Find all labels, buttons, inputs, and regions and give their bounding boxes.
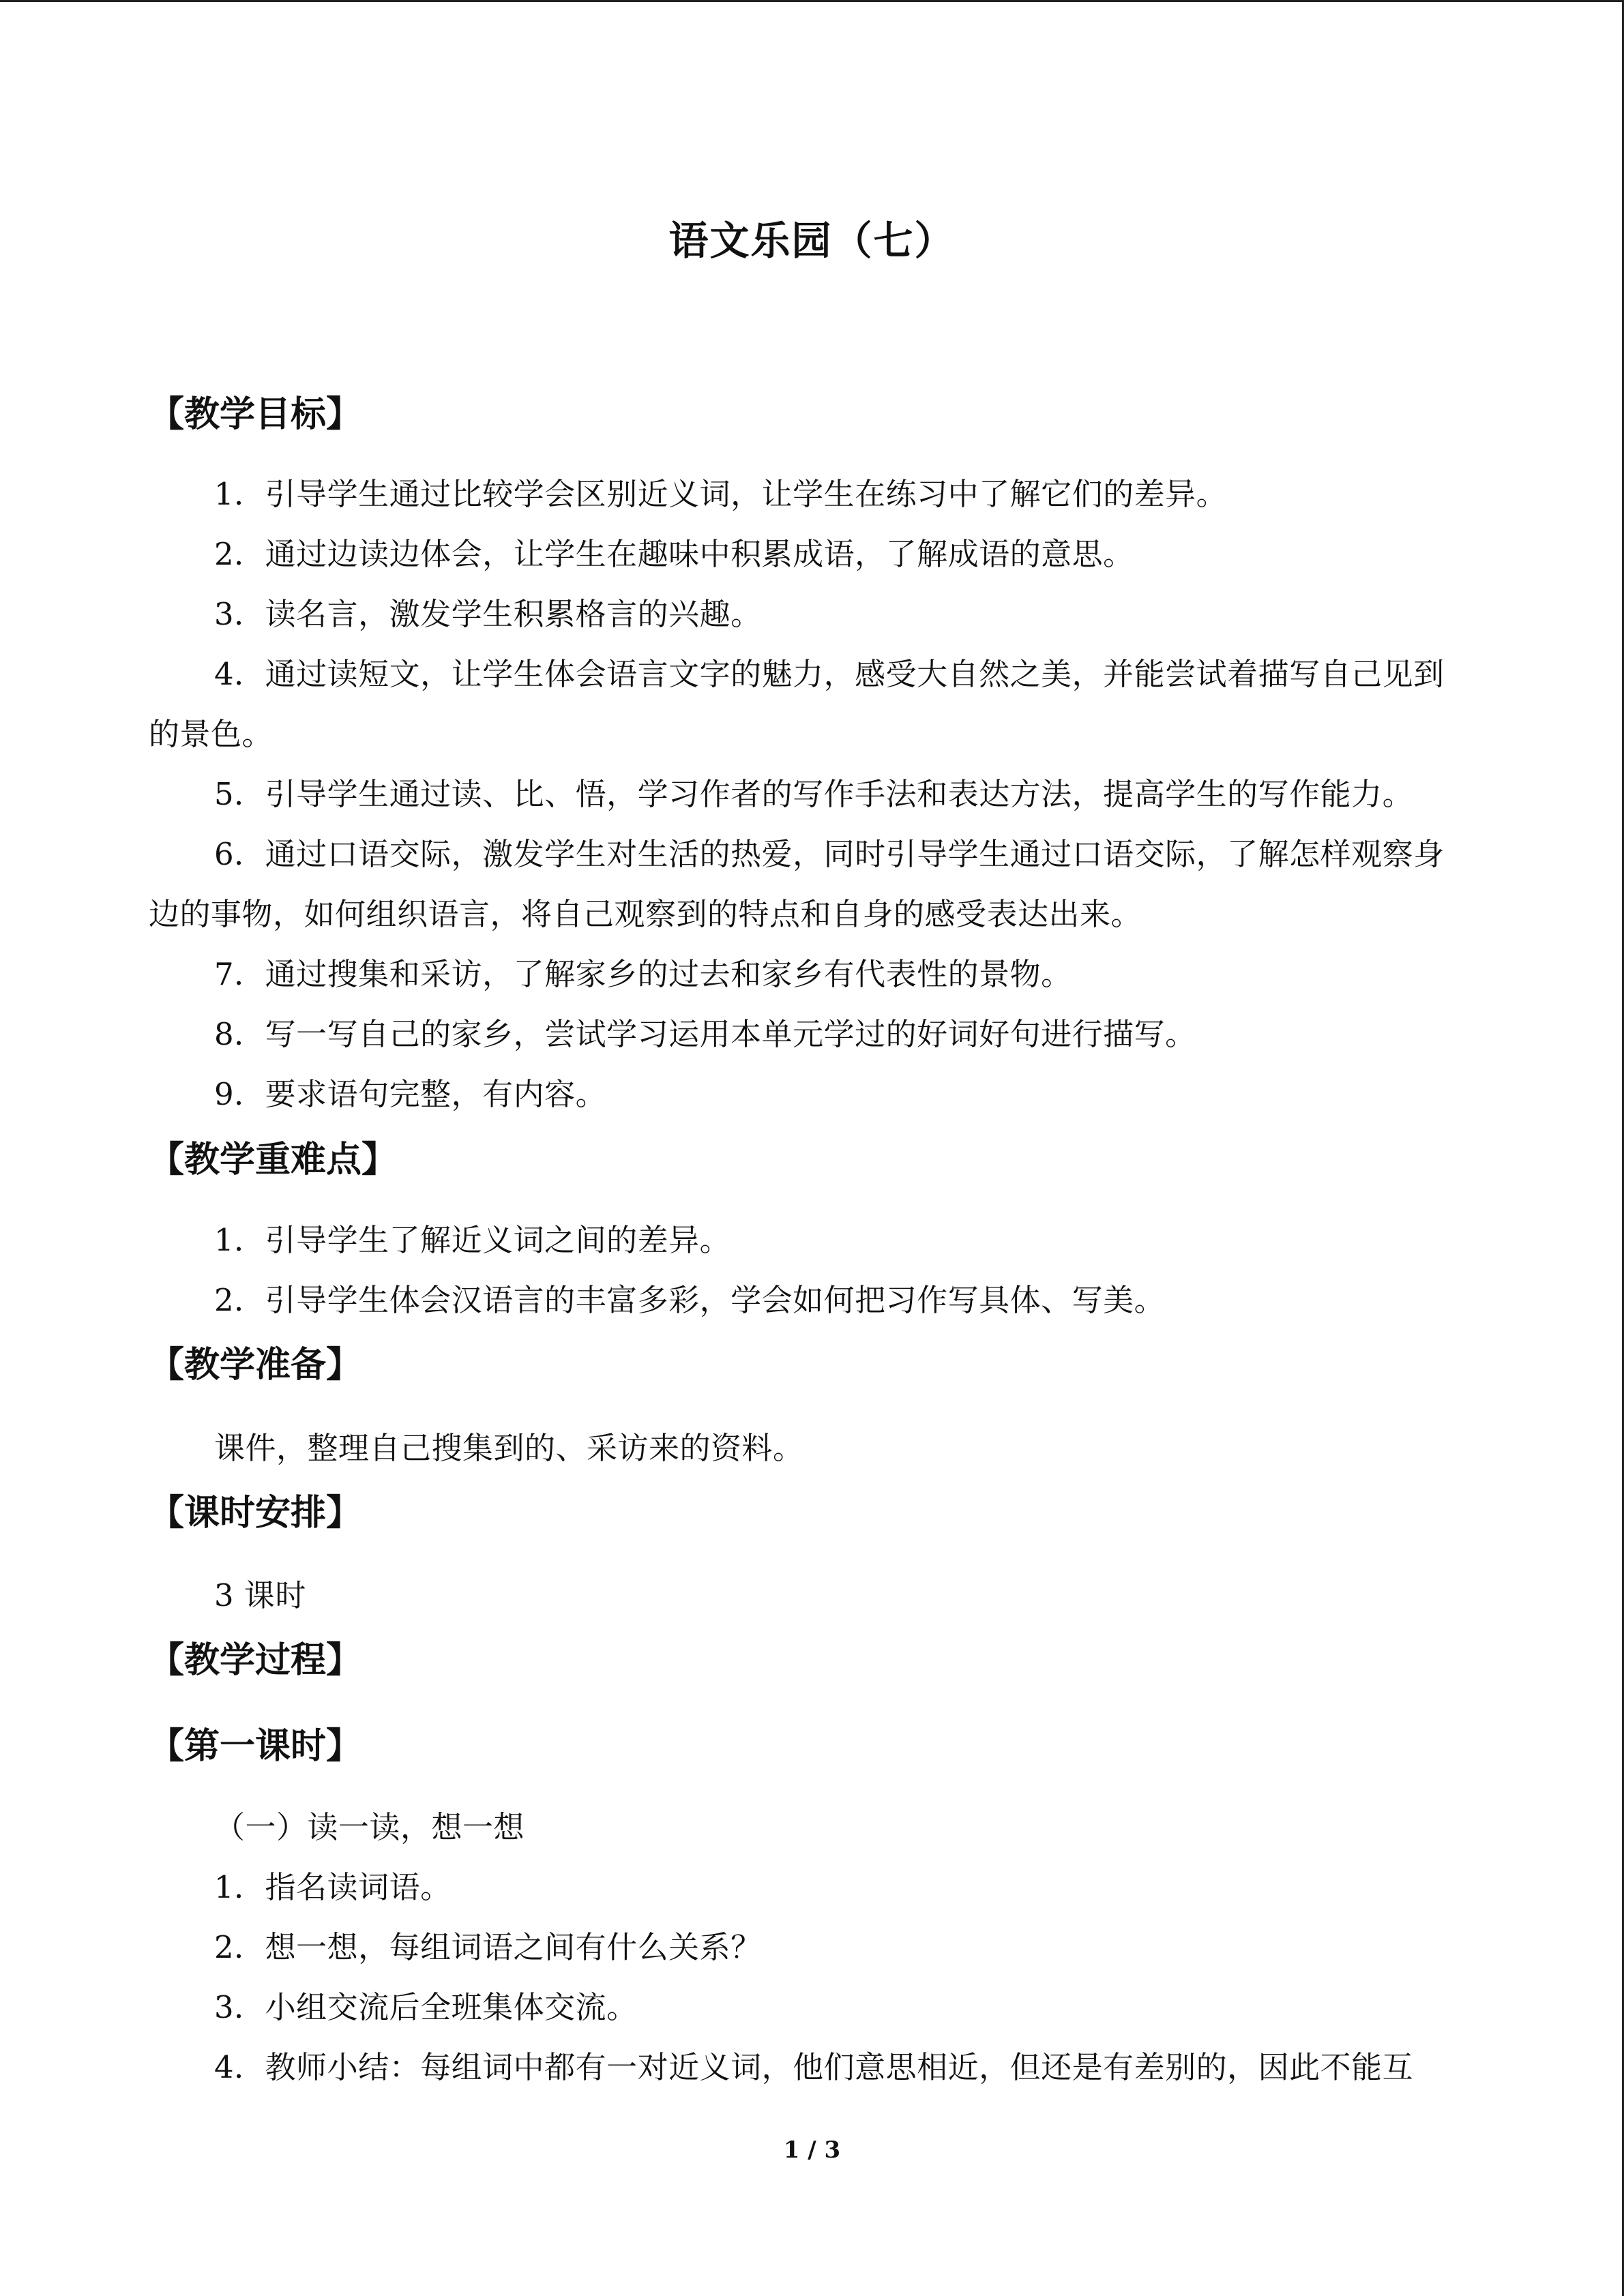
objective-item-6: 6．通过口语交际，激发学生对生活的热爱，同时引导学生通过口语交际，了解怎样观察身边的事物，如何组织语言，将自己观察到的特点和自身的感受表达出来。 [149,836,1445,932]
heading-preparation: 【教学准备】 [149,1344,362,1386]
objective-item-1: 1．引导学生通过比较学会区别近义词，让学生在练习中了解它们的差异。 [214,476,1228,512]
first-lesson-item-4: 3．小组交流后全班集体交流。 [214,1989,638,2025]
objective-item-5: 5．引导学生通过读、比、悟，学习作者的写作手法和表达方法，提高学生的写作能力。 [214,776,1414,812]
heading-first-lesson: 【第一课时】 [149,1725,362,1767]
schedule-text: 3 课时 [214,1577,306,1613]
first-lesson-item-3: 2．想一想，每组词语之间有什么关系？ [214,1929,762,1965]
first-lesson-item-1: （一）读一读，想一想 [214,1809,525,1845]
objective-item-8: 8．写一写自己的家乡，尝试学习运用本单元学过的好词好句进行描写。 [214,1016,1196,1052]
heading-process: 【教学过程】 [149,1639,362,1681]
objective-item-3: 3．读名言，激发学生积累格言的兴趣。 [214,596,762,632]
key-point-item-2: 2．引导学生体会汉语言的丰富多彩，学会如何把习作写具体、写美。 [214,1282,1166,1318]
objective-item-9: 9．要求语句完整，有内容。 [214,1076,607,1112]
page-number: 1 / 3 [783,2136,841,2164]
objective-item-2: 2．通过边读边体会，让学生在趣味中积累成语，了解成语的意思。 [214,536,1134,572]
first-lesson-item-2: 1．指名读词语。 [214,1869,452,1905]
objective-item-4: 4．通过读短文，让学生体会语言文字的魅力，感受大自然之美，并能尝试着描写自己见到的景色。 [149,656,1445,752]
heading-schedule: 【课时安排】 [149,1492,362,1534]
heading-key-points: 【教学重难点】 [149,1139,398,1180]
document-title: 语文乐园（七） [668,218,956,264]
first-lesson-item-5: 4．教师小结：每组词中都有一对近义词，他们意思相近，但还是有差别的，因此不能互 [214,2049,1414,2085]
page-top-border [0,0,1624,2]
objective-item-7: 7．通过搜集和采访，了解家乡的过去和家乡有代表性的景物。 [214,956,1072,992]
key-point-item-1: 1．引导学生了解近义词之间的差异。 [214,1222,731,1258]
heading-objectives: 【教学目标】 [149,393,362,435]
preparation-text: 课件，整理自己搜集到的、采访来的资料。 [214,1430,804,1466]
